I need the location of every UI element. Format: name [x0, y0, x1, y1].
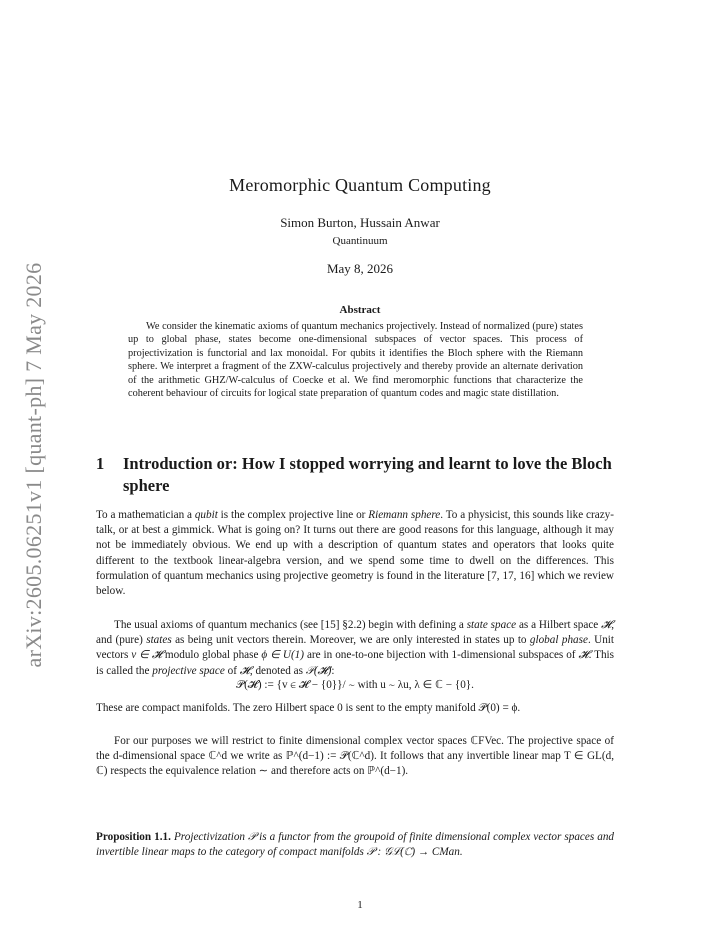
arxiv-identifier-stamp: arXiv:2605.06251v1 [quant-ph] 7 May 2026 — [21, 262, 46, 668]
paragraph-text: are in one-to-one bijection with 1-dimensional subspaces of — [304, 649, 579, 662]
paragraph-text: of — [224, 664, 240, 677]
abstract-text: We consider the kinematic axioms of quantum mechanics projectively. Instead of normalized (pure) states up to global phase, states become one-dimensional subspaces of vector spaces. This process of projectivization is functorial and lax monoidal. For qubits it identifies the Bloch sphere with the Riemann sphere. We interpret a fragment of the ZXW-calculus projectively and thereby provide an alternate derivation of the arithmetic GHZ/W-calculus of Coecke et al. We find meromorphic functions that characterize the coherent behaviour of circuits for logical state preparation of quantum codes and magic state distillation. — [128, 321, 583, 400]
paragraph-text: The usual axioms of quantum mechanics (see [15] §2.2) begin with defining a — [114, 619, 467, 631]
section-heading — [96, 453, 626, 497]
math-symbol: 𝓗 — [578, 649, 589, 662]
proposition-block — [96, 830, 614, 860]
paragraph-text: . This is called the — [96, 649, 615, 677]
math-symbol: 𝒫(𝓗) — [305, 664, 332, 677]
paragraph-text: . To a physicist, this sounds like crazy-talk, or at best a gimmick. What is going on? It turns out there are good reasons for this language, although it may not be immediately obvious. We end up with a description of quantum states and operators that looks quite different to the textbook linear-algebra version, and we spend some time to dwell on the differences. This formulation of quantum mechanics using projective geometry is found in the literature [7, 17, 16] which we review below. — [96, 509, 614, 598]
author-list: Simon Burton, Hussain Anwar — [280, 215, 440, 230]
paragraph-text: is the complex projective line or — [217, 509, 369, 521]
abstract-heading: Abstract — [339, 304, 381, 316]
math-symbol: ϕ ∈ U(1) — [261, 649, 304, 662]
emphasis-term: global phase — [529, 634, 588, 647]
intro-paragraph-1 — [96, 508, 614, 599]
math-symbol: v ∈ 𝓗 — [131, 649, 162, 662]
paragraph-text: : — [331, 664, 335, 677]
emphasis-term: state space — [466, 619, 517, 631]
math-symbol: 𝓗 — [601, 619, 612, 631]
paragraph-text: as a Hilbert space — [516, 619, 602, 631]
proposition-statement: Projectivization 𝒫 is a functor from the groupoid of finite dimensional complex vector spaces and invertible linear maps to the category of compact manifolds 𝒫 : 𝒢ℒ(ℂ) → CMan. — [96, 831, 615, 859]
paragraph-text: To a mathematician a — [96, 509, 195, 521]
math-symbol: 𝓗 — [239, 664, 250, 677]
paragraph-text: . Unit vectors — [96, 634, 615, 662]
intro-paragraph-3: These are compact manifolds. The zero Hilbert space 0 is sent to the empty manifold 𝒫(0) = ϕ. — [96, 702, 521, 714]
section-title: Introduction or: How I stopped worrying and learnt to love the Bloch sphere — [123, 454, 612, 495]
emphasis-term: projective space — [152, 664, 225, 677]
paragraph-text: modulo global phase — [161, 649, 262, 662]
intro-paragraph-2 — [96, 618, 614, 679]
emphasis-term: states — [146, 634, 172, 647]
projective-space-equation: 𝒫(𝓗) := {v ∈ 𝓗 − {0}}/ ∼ with u ∼ λu, λ ∈ ℂ − {0}. — [236, 679, 474, 691]
intro-paragraph-4: For our purposes we will restrict to finite dimensional complex vector spaces ℂFVec. The projective space of the d-dimensional space ℂ^d we write as ℙ^(d−1) := 𝒫(ℂ^d). It follows that any invertible linear map T ∈ GL(d, ℂ) respects the equivalence relation ∼ and therefore acts on ℙ^(d−1). — [96, 735, 614, 778]
paper-title: Meromorphic Quantum Computing — [229, 175, 491, 195]
proposition-label: Proposition 1.1. — [96, 831, 171, 843]
paragraph-text: , and (pure) — [96, 619, 614, 647]
paragraph-text: , denoted as — [249, 664, 306, 677]
emphasis-term: qubit — [194, 509, 218, 521]
paragraph-text: as being unit vectors therein. Moreover, we are only interested in states up to — [171, 634, 530, 647]
page-number: 1 — [357, 899, 363, 911]
affiliation: Quantinuum — [332, 235, 388, 247]
section-number: 1 — [96, 454, 105, 473]
publication-date: May 8, 2026 — [326, 261, 394, 276]
emphasis-term: Riemann sphere — [368, 509, 441, 521]
